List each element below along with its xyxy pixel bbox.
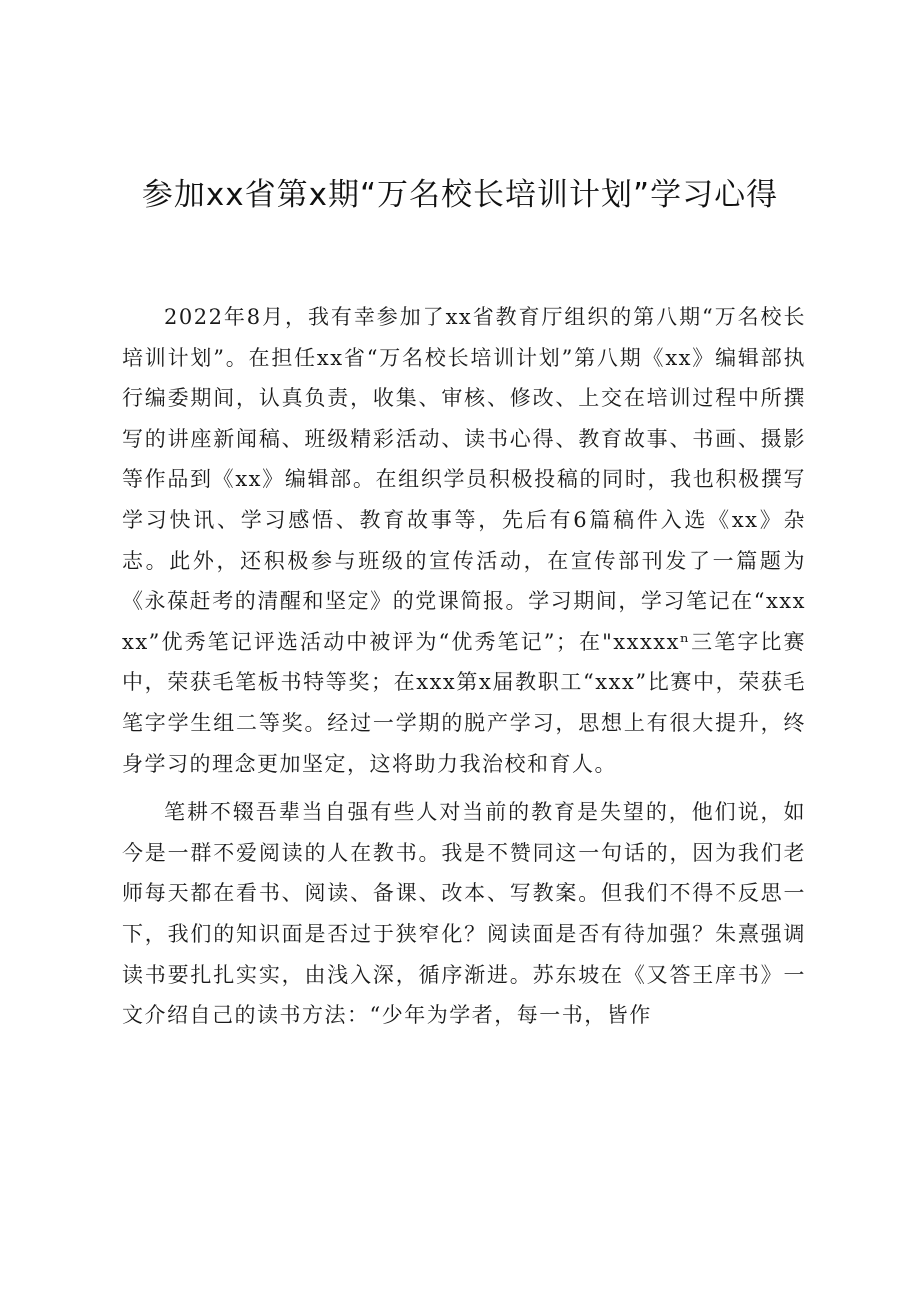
document-title: 参加xx省第x期“万名校长培训计划”学习心得 [141, 177, 779, 213]
paragraph-1: 2022年8月，我有幸参加了xx省教育厅组织的第八期“万名校长培训计划”。在担任xx省“万名校长培训计划”第八期《xx》编辑部执行编委期间，认真负责，收集、审核、修改、上交在培训过程中所撰写的讲座新闻稿、班级精彩活动、读书心得、教育故事、书画、摄影等作品到《xx》编辑部。在组织学员积极投稿的同时，我也积极撰写学习快讯、学习感悟、教育故事等，先后有6篇稿件入选《xx》杂志。此外，还积极参与班级的宣传活动，在宣传部刊发了一篇题为《永葆赶考的清醒和坚定》的党课简报。学习期间，学习笔记在“xxxxx”优秀笔记评选活动中被评为“优秀笔记”；在"xxxxxⁿ三笔字比赛中，荣获毛笔板书特等奖；在xxx第x届教职工“xxx”比赛中，荣获毛笔字学生组二等奖。经过一学期的脱产学习，思想上有很大提升，终身学习的理念更加坚定，这将助力我治校和育人。 [122, 305, 807, 776]
paragraph-2: 笔耕不辍吾辈当自强有些人对当前的教育是失望的，他们说，如今是一群不爱阅读的人在教书。我是不赞同这一句话的，因为我们老师每天都在看书、阅读、备课、改本、写教案。但我们不得不反思一下，我们的知识面是否过于狭窄化？阅读面是否有待加强？朱熹强调读书要扎扎实实，由浅入深，循序渐进。苏东坡在《又答王庠书》一文介绍自己的读书方法：“少年为学者，每一书，皆作 [122, 800, 806, 1028]
document-body [122, 297, 806, 1036]
